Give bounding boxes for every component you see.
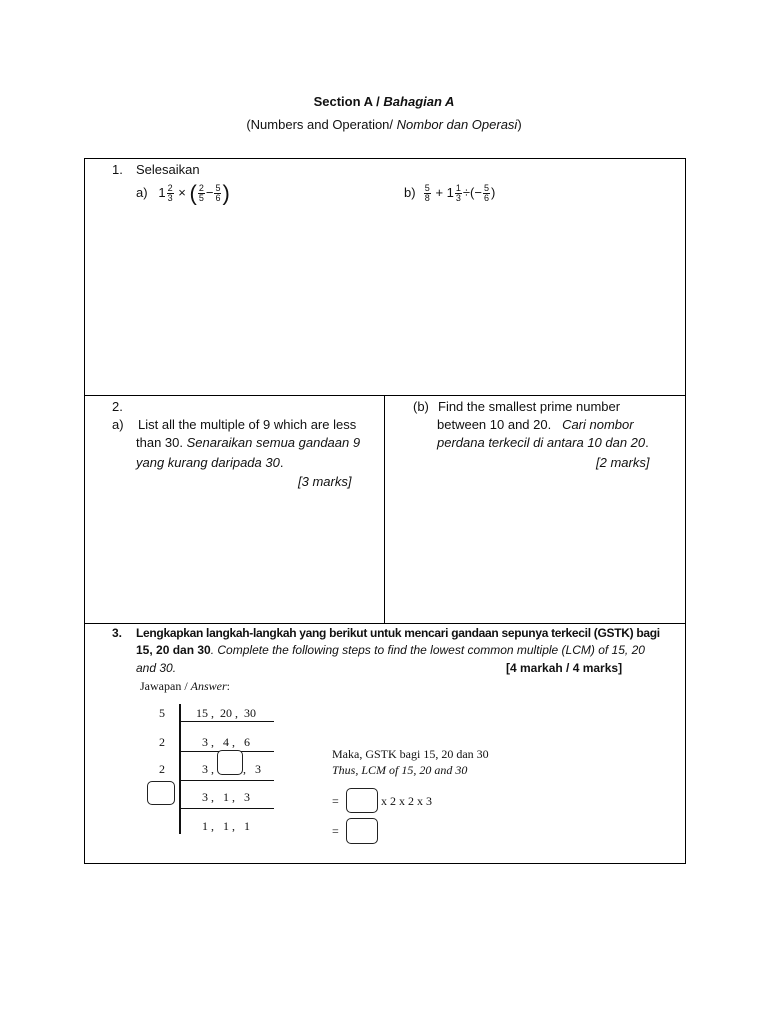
q3-marks: [4 markah / 4 marks] <box>506 661 623 675</box>
q3-number: 3. <box>112 626 123 640</box>
equals-2: = <box>332 824 339 838</box>
q1a-fraction-2 <box>198 184 205 203</box>
ladder-vertical-line <box>179 704 181 834</box>
q1b-paren-open: (− <box>470 185 482 200</box>
q1a-minus: − <box>205 185 214 200</box>
q3-line1: Lengkapkan langkah-langkah yang berikut untuk mencari gandaan sepunya terkecil (GSTK) bagi <box>136 626 660 640</box>
answer-en: Answer <box>190 679 227 693</box>
q2a-marks: [3 marks] <box>298 474 352 489</box>
q3-line2-ms: 15, 20 dan 30 <box>136 643 211 657</box>
ladder-row-3-right: , 3 <box>243 762 261 776</box>
q1a-paren-open: ( <box>189 180 197 206</box>
q1b-paren-close: ) <box>490 185 496 200</box>
answer-colon: : <box>226 679 230 693</box>
q2a-line3-ms: yang kurang daripada 30 <box>136 455 280 470</box>
q1b-fraction-2 <box>455 184 462 203</box>
ladder-row-2: 3 , 4 , 6 <box>202 735 250 749</box>
q2b-line2-en: between 10 and 20. <box>437 417 552 432</box>
q1b-f3-numerator: 5 <box>483 183 489 194</box>
section-title <box>0 94 768 109</box>
q3-answer-label <box>140 679 230 694</box>
q1a-times: × <box>178 185 186 200</box>
q2b-line2 <box>437 417 634 432</box>
q2b-line3-ms: perdana terkecil di antara 10 dan 20 <box>437 435 646 450</box>
q1b-whole: 1 <box>446 185 454 200</box>
subtitle-open: ( <box>246 117 251 132</box>
result-en: Thus, LCM of 15, 20 and 30 <box>332 763 468 777</box>
q1a-f2-denominator: 5 <box>198 193 204 204</box>
ladder-answer-box[interactable] <box>217 750 243 775</box>
divisor-1: 5 <box>159 706 165 720</box>
q1-instruction: Selesaikan <box>136 162 200 177</box>
q1b-fraction-3 <box>483 184 490 203</box>
lcm-factor-answer-box[interactable] <box>346 788 378 813</box>
q1a-whole: 1 <box>158 185 166 200</box>
q1b-label: b) <box>404 185 416 200</box>
section-label-ms: Bahagian A <box>383 94 455 109</box>
divisor-2: 2 <box>159 735 165 749</box>
q2a-line2 <box>136 435 360 450</box>
q2b-line3-end: . <box>645 435 649 450</box>
q1a-label: a) <box>136 185 148 200</box>
q1a-fraction-3 <box>214 184 221 203</box>
result-ms: Maka, GSTK bagi 15, 20 dan 30 <box>332 747 489 761</box>
subtitle-ms: Nombor dan Operasi <box>396 117 518 132</box>
q1a-f1-denominator: 3 <box>167 193 173 204</box>
q1a-f3-denominator: 6 <box>215 193 221 204</box>
q2b-line1: Find the smallest prime number <box>438 399 621 414</box>
q2a-line2-ms: Senaraikan semua gandaan 9 <box>186 435 361 450</box>
q1-number: 1. <box>112 162 123 177</box>
q2b-line3 <box>437 435 649 450</box>
answer-ms: Jawapan / <box>140 679 191 693</box>
q1a-f3-numerator: 5 <box>215 183 221 194</box>
q3-line3: and 30. <box>136 661 177 675</box>
ladder-row-4: 3 , 1 , 3 <box>202 790 250 804</box>
q1b-fraction-1 <box>424 184 431 203</box>
q1b-f2-denominator: 3 <box>455 193 461 204</box>
q3-line2 <box>136 643 645 657</box>
q1a-paren-close: ) <box>222 180 230 206</box>
ladder-rule-4 <box>179 808 274 809</box>
ladder-rule-3 <box>179 780 274 781</box>
ladder-row-3-left: 3 , <box>202 762 214 776</box>
q2a-label: a) <box>112 417 124 432</box>
lcm-result-answer-box[interactable] <box>346 818 378 844</box>
ladder-rule-1 <box>179 721 274 722</box>
q2a-line1: List all the multiple of 9 which are less <box>138 417 357 432</box>
q1a-expression <box>136 178 230 208</box>
q2a-line2-en: than 30. <box>136 435 183 450</box>
divisor-answer-box[interactable] <box>147 781 175 805</box>
subtitle-en: Numbers and Operation/ <box>250 117 394 132</box>
q2a-line3-end: . <box>279 455 284 470</box>
q2-number: 2. <box>112 399 123 414</box>
q1b-f1-denominator: 8 <box>424 193 430 204</box>
q1b-plus: + <box>435 185 444 200</box>
equals-1: = <box>332 794 339 808</box>
lcm-product-rest: x 2 x 2 x 3 <box>381 794 432 808</box>
q1b-f2-numerator: 1 <box>455 183 461 194</box>
q2b-marks: [2 marks] <box>596 455 650 470</box>
ladder-row-5: 1 , 1 , 1 <box>202 819 250 833</box>
q1b-expression <box>404 178 495 208</box>
section-subtitle <box>0 117 768 132</box>
subtitle-close: ) <box>517 117 522 132</box>
section-label: Section A <box>313 94 373 109</box>
section-separator: / <box>372 94 384 109</box>
q2b-label: (b) <box>413 399 429 414</box>
q1b-f1-numerator: 5 <box>424 183 430 194</box>
ladder-row-1: 15 , 20 , 30 <box>196 706 256 720</box>
q1b-divide: ÷ <box>462 185 471 200</box>
question-3-box <box>84 623 686 864</box>
q3-line2-en: . Complete the following steps to find the lowest common multiple (LCM) of 15, 20 <box>210 643 645 657</box>
q1a-f2-numerator: 2 <box>198 183 204 194</box>
q2b-line2-ms: Cari nombor <box>562 417 634 432</box>
q2a-line3 <box>136 455 283 470</box>
q1b-f3-denominator: 6 <box>483 193 489 204</box>
q1a-fraction-1 <box>167 184 174 203</box>
divisor-3: 2 <box>159 762 165 776</box>
q1a-f1-numerator: 2 <box>167 183 173 194</box>
